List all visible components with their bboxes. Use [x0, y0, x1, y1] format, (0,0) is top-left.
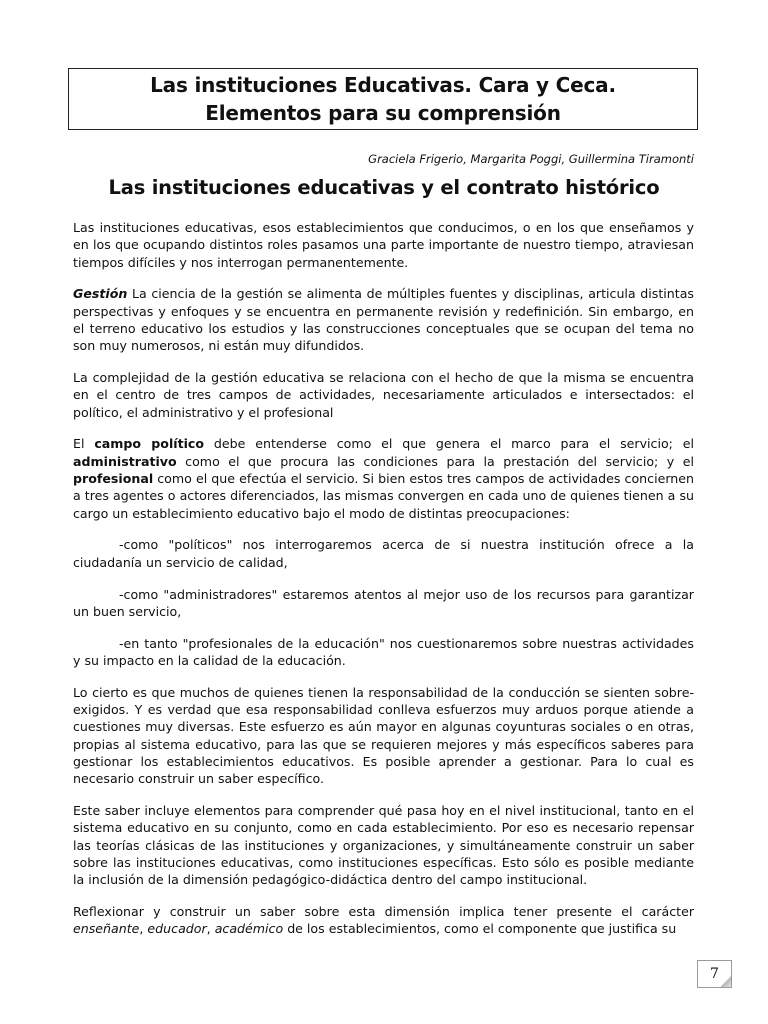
paragraph-reflexionar	[73, 903, 694, 938]
paragraph-campos	[73, 435, 694, 521]
list-item-profesionales: -en tanto "profesionales de la educación" nos cuestionaremos sobre nuestras actividades y su impacto en la calidad de la educación.	[73, 635, 694, 668]
page-curl-icon	[721, 976, 731, 987]
italic-term: académico	[214, 921, 284, 937]
authors-line: Graciela Frigerio, Margarita Poggi, Guillermina Tiramonti	[368, 152, 694, 166]
keyword-profesional: profesional	[73, 471, 154, 487]
list-item-administradores: -como "administradores" estaremos atentos al mejor uso de los recursos para garantizar un buen servicio,	[73, 586, 694, 619]
paragraph-saber: Este saber incluye elementos para comprender qué pasa hoy en el nivel institucional, tanto en el sistema educativo en su conjunto, como en cada establecimiento. Por eso es necesario repensar las teorías clásicas de las instituciones y organizaciones, y simultáneamente construir un saber sobre las instituciones educativas, como instituciones específicas. Esto sólo es posible mediante la inclusión de la dimensión pedagógico-didáctica dentro del campo institucional.	[73, 803, 694, 888]
document-title-line-1: Las instituciones Educativas. Cara y Ceca.	[150, 73, 616, 97]
italic-term: enseñante	[73, 921, 140, 937]
document-title-line-2: Elementos para su comprensión	[205, 101, 561, 125]
list-item-politicos: -como "políticos" nos interrogaremos acerca de si nuestra institución ofrece a la ciudadanía un servicio de calidad,	[73, 537, 694, 570]
keyword-campo-politico: campo político	[94, 436, 205, 452]
title-box	[68, 68, 698, 130]
page-number: 7	[697, 960, 732, 988]
paragraph-text: El	[73, 436, 95, 452]
paragraph-intro: Las instituciones educativas, esos establecimientos que conducimos, o en los que enseñamos y en los que ocupando distintos roles pasamos una parte importante de nuestro tiempo, atraviesan tiempos difíciles y nos interrogan permanentemente.	[73, 220, 694, 270]
paragraph-text: debe entenderse como el que genera el marco para el servicio; el	[204, 436, 694, 452]
keyword-administrativo: administrativo	[73, 453, 177, 469]
paragraph-gestion	[73, 285, 694, 354]
paragraph-text: ,	[139, 921, 148, 937]
section-heading: Las instituciones educativas y el contrato histórico	[108, 176, 660, 199]
paragraph-lead-term: Gestión	[73, 286, 128, 302]
italic-term: educador	[147, 921, 207, 937]
paragraph-text: ,	[206, 921, 215, 937]
paragraph-text: como el que procura las condiciones para la prestación del servicio; y el	[176, 453, 694, 469]
paragraph-complejidad: La complejidad de la gestión educativa se relaciona con el hecho de que la misma se encuentra en el centro de tres campos de actividades, necesariamente articulados e intersectados: el político, el administrativo y el profesional	[73, 370, 694, 420]
paragraph-text: como el que efectúa el servicio. Si bien estos tres campos de actividades conciernen a tres agentes o actores diferenciados, las mismas convergen en cada uno de quienes tienen a su cargo un establecimiento educativo bajo el modo de distintas preocupaciones:	[73, 471, 694, 521]
paragraph-text: de los establecimientos, como el componente que justifica su	[283, 921, 677, 937]
paragraph-text: La ciencia de la gestión se alimenta de múltiples fuentes y disciplinas, articula distintas perspectivas y enfoques y se encuentra en permanente revisión y redefinición. Sin embargo, en el terreno educativo los estudios y las construcciones conceptuales que se ocupan del tema no son muy numerosos, ni están muy difundidos.	[73, 286, 694, 354]
document-body	[73, 219, 694, 952]
paragraph-sobre-exigidos: Lo cierto es que muchos de quienes tienen la responsabilidad de la conducción se sienten sobre-exigidos. Y es verdad que esa responsabilidad conlleva esfuerzos muy arduos porque atiende a cuestiones muy diversas. Este esfuerzo es aún mayor en algunas coyunturas sociales o en otras, propias al sistema educativo, para las que se requieren mejores y más específicos saberes para gestionar los establecimientos educativos. Es posible aprender a gestionar. Para lo cual es necesario construir un saber específico.	[73, 684, 694, 787]
paragraph-text: Reflexionar y construir un saber sobre esta dimensión implica tener presente el carácter	[73, 904, 694, 919]
